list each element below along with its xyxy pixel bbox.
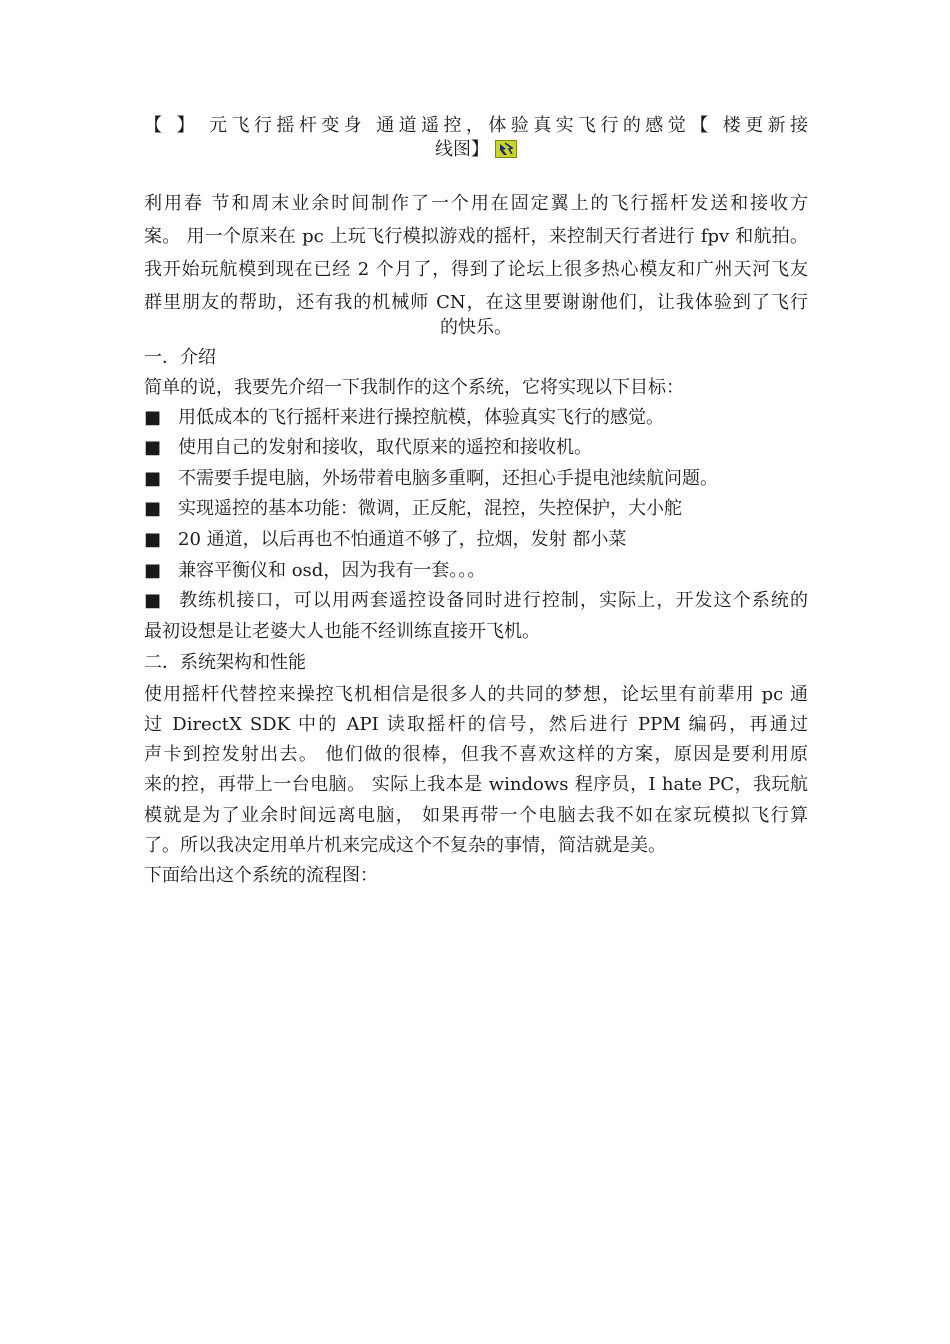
bullet-square-icon: ■ [144,560,162,581]
bullet-square-icon: ■ [144,529,162,550]
bullet-text: 20 通道，以后再也不怕通道不够了，拉烟，发射 都小菜 [178,529,627,550]
bullet-square-icon: ■ [144,468,162,489]
intro-line-2: 案。 用一个原来在 pc 上玩飞行模拟游戏的摇杆，来控制天行者进行 fpv 和航拍。 [144,226,808,247]
section-2-line-6: 了。所以我决定用单片机来完成这个不复杂的事情，简洁就是美。 [144,835,666,856]
section-2-line-2: 过 DirectX SDK 中的 API 读取摇杆的信号，然后进行 PPM 编码，再通过 [144,714,808,735]
section-2-line-4: 来的控，再带上一台电脑。 实际上我本是 windows 程序员，I hate PC，我玩航 [144,774,808,795]
intro-line-4: 群里朋友的帮助，还有我的机械师 CN，在这里要谢谢他们，让我体验到了飞行 [144,292,808,313]
intro-line-5: 的快乐。 [440,317,512,338]
intro-line-3: 我开始玩航模到现在已经 2 个月了，得到了论坛上很多热心模友和广州天河飞友 [144,259,808,280]
bullet-item [144,589,808,613]
section-1-lead: 简单的说，我要先介绍一下我制作的这个系统，它将实现以下目标： [144,377,684,398]
document-title-text: 线图】 [435,139,489,160]
bullet-text: 用低成本的飞行摇杆来进行操控航模，体验真实飞行的感觉。 [178,407,664,428]
intro-line-1: 利用春 节和周末业余时间制作了一个用在固定翼上的飞行摇杆发送和接收方 [144,193,808,214]
bullet-text: 兼容平衡仪和 osd，因为我有一套。。。 [178,560,486,581]
bullet-item [144,559,808,583]
flowchart-lead: 下面给出这个系统的流程图： [144,865,378,886]
bullet-text: 教练机接口，可以用两套遥控设备同时进行控制，实际上，开发这个系统的 [178,590,808,611]
bullet-text: 使用自己的发射和接收，取代原来的遥控和接收机。 [178,437,592,458]
section-2-line-3: 声卡到控发射出去。 他们做的很棒，但我不喜欢这样的方案，原因是要利用原 [144,744,808,765]
bullet-square-icon: ■ [144,437,162,458]
bullet-continuation: 最初设想是让老婆大人也能不经训练直接开飞机。 [144,621,540,642]
bullet-item [144,436,808,460]
document-title-line-1: 【 】 元飞行摇杆变身 通道遥控，体验真实飞行的感觉【 楼更新接 [144,115,808,136]
bullet-item [144,467,808,491]
bullet-item [144,406,808,430]
bullet-item [144,528,808,552]
bullet-square-icon: ■ [144,498,162,519]
bullet-square-icon: ■ [144,407,162,428]
document-title-line-2 [144,138,808,162]
bullet-item [144,497,808,521]
section-2-line-1: 使用摇杆代替控来操控飞机相信是很多人的共同的梦想，论坛里有前辈用 pc 通 [144,684,808,705]
section-2-line-5: 模就是为了业余时间远离电脑， 如果再带一个电脑去我不如在家玩模拟飞行算 [144,805,808,826]
section-1-heading: 一．介绍 [144,347,216,368]
bullet-text: 实现遥控的基本功能：微调，正反舵，混控，失控保护，大小舵 [178,498,682,519]
bullet-square-icon: ■ [144,590,162,611]
section-2-heading: 二．系统架构和性能 [144,652,306,673]
bullet-text: 不需要手提电脑，外场带着电脑多重啊，还担心手提电池续航问题。 [178,468,718,489]
image-icon [495,140,517,158]
